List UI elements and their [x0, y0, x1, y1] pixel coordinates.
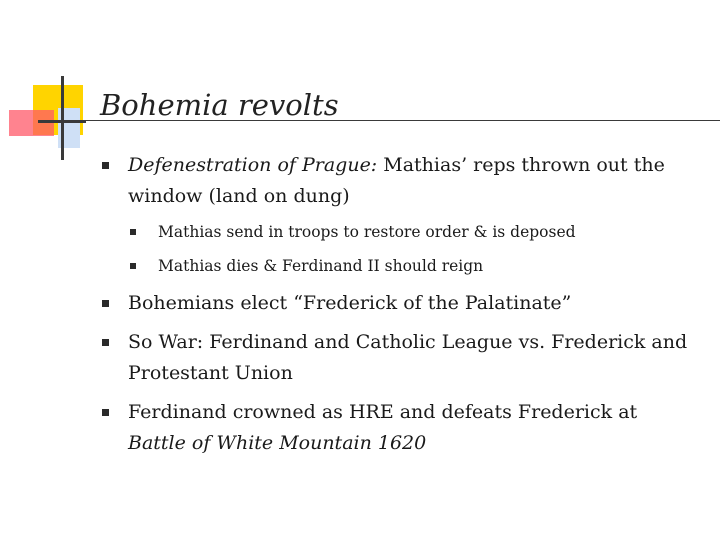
bullet-so-war [100, 327, 700, 389]
bullet-square-icon [130, 263, 136, 269]
sub-list [100, 220, 700, 278]
bullet-square-icon [130, 229, 136, 235]
bullet-italic-tail: Battle of White Mountain 1620 [128, 432, 427, 454]
bullet-text: Ferdinand crowned as HRE and defeats Frederick at [128, 401, 638, 423]
slide-title: Bohemia revolts [100, 88, 339, 122]
sub-bullet-ferdinand [128, 254, 700, 278]
sub-bullet-troops [128, 220, 700, 244]
bullet-text: Mathias’ reps thrown out the window (land on dung) [128, 154, 665, 207]
sub-bullet-text: Mathias dies & Ferdinand II should reign [158, 257, 484, 275]
bullet-text: Bohemians elect “Frederick of the Palatinate” [128, 292, 572, 314]
decor-line-accent [38, 120, 86, 123]
bullet-italic-lead: Defenestration of Prague: [128, 154, 378, 176]
bullet-square-icon [102, 300, 109, 307]
bullet-defenestration [100, 150, 700, 212]
bullet-text: So War: Ferdinand and Catholic League vs. Frederick and Protestant Union [128, 331, 688, 384]
bullet-square-icon [102, 339, 109, 346]
slide-content [100, 150, 700, 467]
bullet-bohemians-elect [100, 288, 700, 319]
bullet-square-icon [102, 409, 109, 416]
bullet-ferdinand-crowned [100, 397, 700, 459]
decor-red-rectangle [9, 110, 54, 136]
decor-vertical-line [61, 76, 64, 160]
bullet-square-icon [102, 162, 109, 169]
sub-bullet-text: Mathias send in troops to restore order & is deposed [158, 223, 576, 241]
